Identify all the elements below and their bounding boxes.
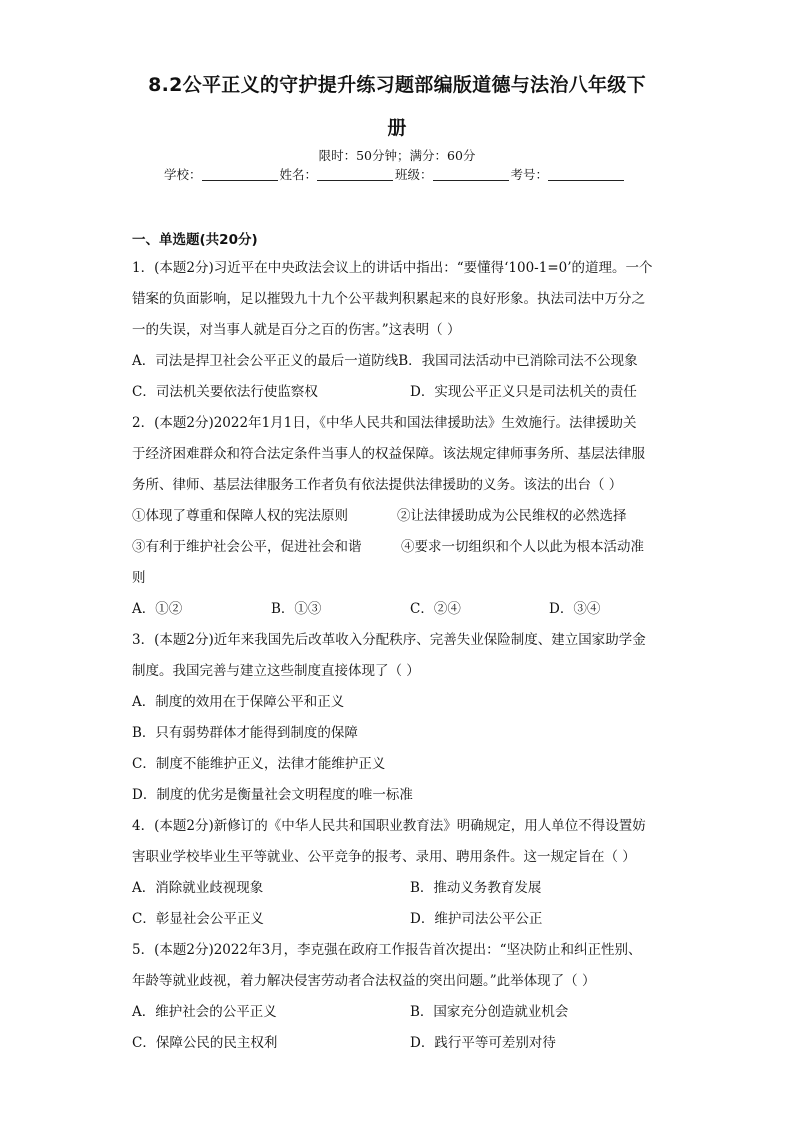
question-5-option-a[interactable]: A．维护社会的公平正义: [132, 1004, 277, 1020]
question-2-line-3: 务所、律师、基层法律服务工作者负有依法提供法律援助的义务。该法的出台（ ）: [132, 477, 623, 493]
question-5-line-2: 年龄等就业歧视，着力解决侵害劳动者合法权益的突出问题。”此举体现了（ ）: [132, 973, 596, 989]
question-5-option-d[interactable]: D．践行平等可差别对待: [410, 1035, 556, 1051]
question-3-line-2: 制度。我国完善与建立这些制度直接体现了（ ）: [132, 663, 420, 679]
question-3-option-a[interactable]: A．制度的效用在于保障公平和正义: [132, 694, 345, 710]
section-heading: 一、单选题(共20分): [132, 232, 258, 248]
question-4-line-1: 4．(本题2分)新修订的《中华人民共和国职业教育法》明确规定，用人单位不得设置妨: [132, 818, 646, 834]
question-3-option-c[interactable]: C．制度不能维护正义，法律才能维护正义: [132, 756, 386, 772]
question-1-line-2: 错案的负面影响，足以摧毁九十九个公平裁判积累起来的良好形象。执法司法中万分之: [132, 291, 645, 307]
question-4-option-a[interactable]: A．消除就业歧视现象: [132, 880, 264, 896]
student-info-fields: [164, 165, 626, 183]
question-2-option-d[interactable]: D．③④: [549, 601, 601, 617]
question-2-option-a[interactable]: A．①②: [132, 601, 183, 617]
question-3-option-b[interactable]: B．只有弱势群体才能得到制度的保障: [132, 725, 358, 741]
name-label: 姓名：: [279, 167, 318, 182]
question-2-statement-1: ①体现了尊重和保障人权的宪法原则: [132, 508, 348, 524]
question-2-statement-2: ②让法律援助成为公民维权的必然选择: [397, 508, 627, 524]
document-title-continued: 册: [387, 117, 407, 139]
question-2-statement-4: ④要求一切组织和个人以此为根本活动准: [401, 539, 644, 555]
question-1-option-d[interactable]: D．实现公平正义只是司法机关的责任: [410, 384, 637, 400]
question-3-option-d[interactable]: D．制度的优劣是衡量社会文明程度的唯一标准: [132, 787, 413, 803]
document-title: 8.2公平正义的守护提升练习题部编版道德与法治八年级下: [148, 74, 646, 96]
question-3-line-1: 3．(本题2分)近年来我国先后改革收入分配秩序、完善失业保险制度、建立国家助学金: [132, 632, 646, 648]
name-blank[interactable]: [317, 167, 393, 181]
question-2-statement-3: ③有利于维护社会公平，促进社会和谐: [132, 539, 362, 555]
school-label: 学校：: [164, 167, 202, 182]
school-blank[interactable]: [202, 167, 278, 181]
exam-number-label: 考号：: [510, 167, 549, 182]
question-4-option-d[interactable]: D．维护司法公平公正: [410, 911, 543, 927]
question-4-option-c[interactable]: C．彰显社会公平正义: [132, 911, 264, 927]
question-5-option-b[interactable]: B．国家充分创造就业机会: [410, 1004, 569, 1020]
exam-number-blank[interactable]: [548, 167, 624, 181]
question-2-line-1: 2．(本题2分)2022年1月1日，《中华人民共和国法律援助法》生效施行。法律援助关: [132, 415, 637, 431]
question-1-option-ab[interactable]: A．司法是捍卫社会公平正义的最后一道防线B．我国司法活动中已消除司法不公现象: [132, 353, 638, 369]
question-1-option-c[interactable]: C．司法机关要依法行使监察权: [132, 384, 318, 400]
exam-meta: 限时：50分钟；满分：60分: [318, 148, 476, 163]
class-blank[interactable]: [433, 167, 509, 181]
question-4-option-b[interactable]: B．推动义务教育发展: [410, 880, 542, 896]
question-2-line-2: 于经济困难群众和符合法定条件当事人的权益保障。该法规定律师事务所、基层法律服: [132, 446, 645, 462]
question-2-option-c[interactable]: C．②④: [410, 601, 461, 617]
question-1-line-1: 1．(本题2分)习近平在中央政法会议上的讲话中指出：“要懂得‘100-1=0’的道理。一个: [132, 260, 653, 276]
question-2-statement-4-continued: 则: [132, 570, 146, 586]
question-1-line-3: 一的失误，对当事人就是百分之百的伤害。”这表明（ ）: [132, 322, 461, 338]
question-5-line-1: 5．(本题2分)2022年3月，李克强在政府工作报告首次提出：“坚决防止和纠正性别、: [132, 942, 642, 958]
question-2-option-b[interactable]: B．①③: [271, 601, 322, 617]
question-5-option-c[interactable]: C．保障公民的民主权利: [132, 1035, 278, 1051]
question-4-line-2: 害职业学校毕业生平等就业、公平竞争的报考、录用、聘用条件。这一规定旨在（ ）: [132, 849, 636, 865]
class-label: 班级：: [395, 167, 433, 182]
